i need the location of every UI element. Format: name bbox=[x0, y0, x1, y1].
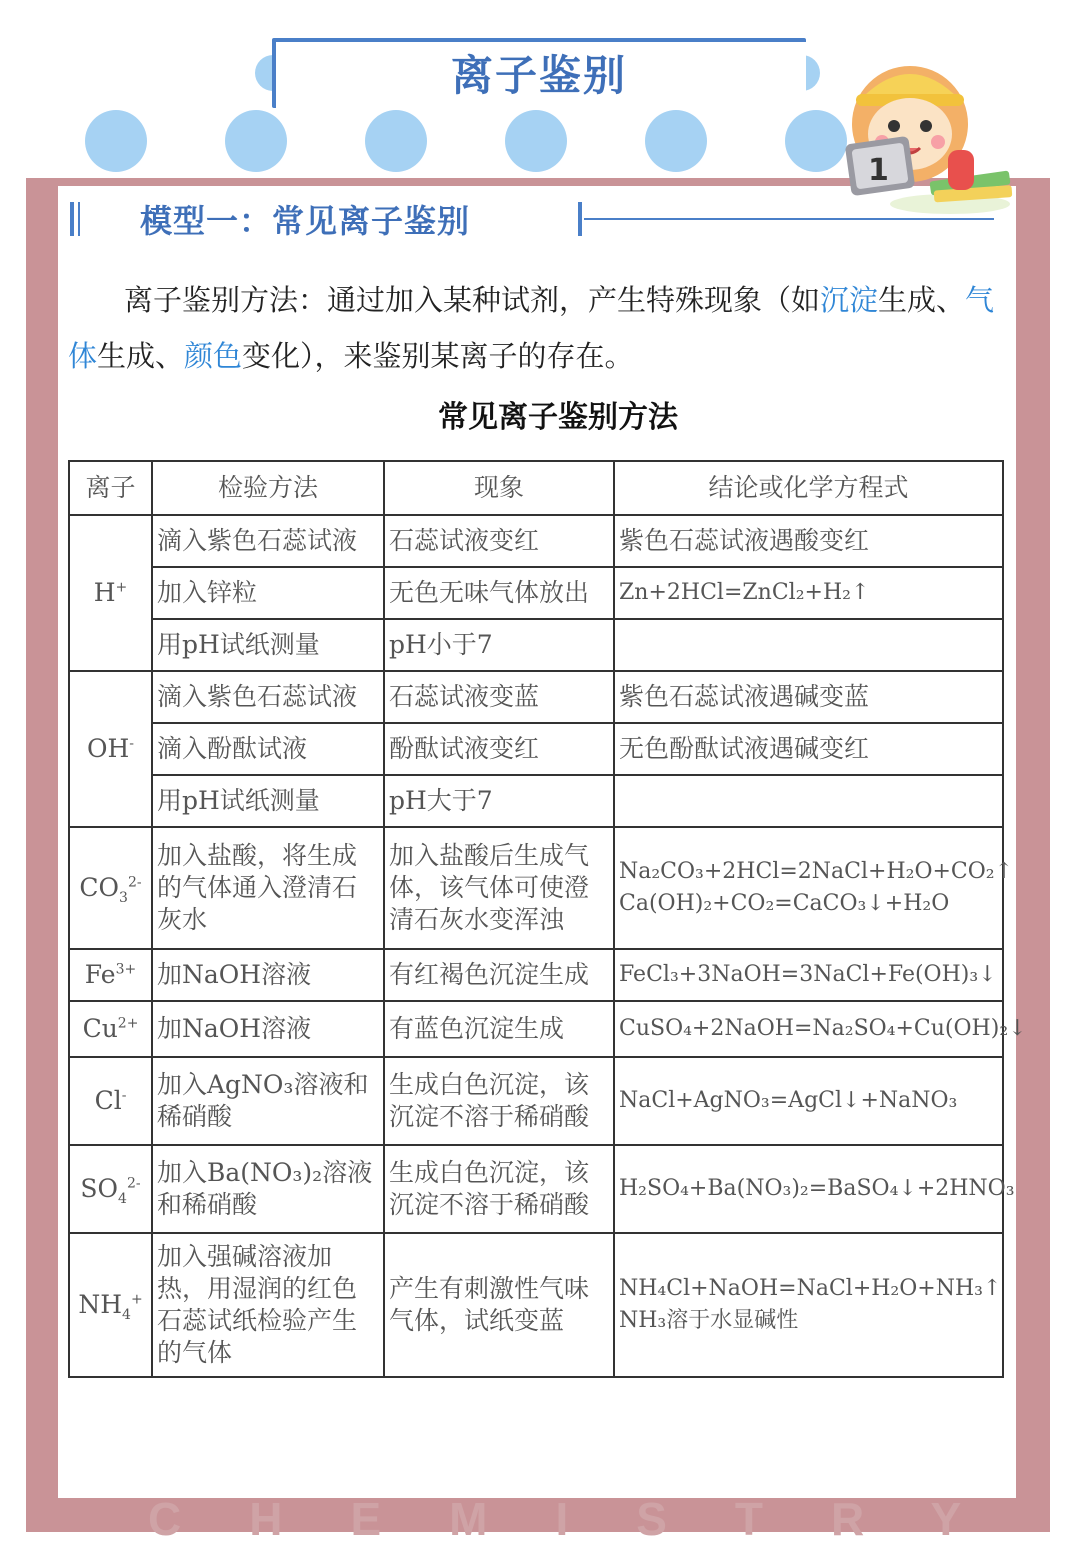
method-cell: 滴入紫色石蕊试液 bbox=[152, 671, 384, 723]
table-title: 常见离子鉴别方法 bbox=[438, 400, 678, 435]
section-divider bbox=[584, 218, 994, 220]
header-phenomenon: 现象 bbox=[384, 461, 614, 515]
equation-line: Na₂CO₃+2HCl=2NaCl+H₂O+CO₂↑ bbox=[619, 859, 1014, 884]
ion-cell: $Cu^{2+}$ bbox=[69, 1001, 152, 1057]
table-row bbox=[69, 827, 1003, 949]
equation-line: NH₃溶于水显碱性 bbox=[619, 1308, 799, 1333]
method-cell: 滴入酚酞试液 bbox=[152, 723, 384, 775]
decor-dot bbox=[645, 110, 707, 172]
phenomenon-cell: 生成白色沉淀，该沉淀不溶于稀硝酸 bbox=[384, 1145, 614, 1233]
table-row bbox=[69, 619, 1003, 671]
equation-line: NH₄Cl+NaOH=NaCl+H₂O+NH₃↑ bbox=[619, 1276, 1002, 1301]
table-row bbox=[69, 723, 1003, 775]
conclusion-cell bbox=[614, 775, 1003, 827]
table-row bbox=[69, 1233, 1003, 1377]
method-cell: 用pH试纸测量 bbox=[152, 619, 384, 671]
conclusion-cell: 紫色石蕊试液遇碱变蓝 bbox=[614, 671, 1003, 723]
method-cell: 加NaOH溶液 bbox=[152, 1001, 384, 1057]
mascot-number: 1 bbox=[868, 153, 889, 188]
intro-paragraph bbox=[68, 272, 998, 384]
conclusion-cell: CuSO₄+2NaOH=Na₂SO₄+Cu(OH)₂↓ bbox=[614, 1001, 1003, 1057]
intro-text: 生成、 bbox=[97, 339, 185, 373]
phenomenon-cell: 石蕊试液变红 bbox=[384, 515, 614, 567]
method-cell: 滴入紫色石蕊试液 bbox=[152, 515, 384, 567]
section-divider bbox=[578, 202, 582, 236]
method-cell: 加入强碱溶液加热，用湿润的红色石蕊试纸检验产生的气体 bbox=[152, 1233, 384, 1377]
method-cell: 用pH试纸测量 bbox=[152, 775, 384, 827]
method-cell: 加入盐酸，将生成的气体通入澄清石灰水 bbox=[152, 827, 384, 949]
decor-dot bbox=[365, 110, 427, 172]
table-row bbox=[69, 1057, 1003, 1145]
table-row bbox=[69, 949, 1003, 1001]
page-title: 离子鉴别 bbox=[450, 51, 627, 100]
phenomenon-cell: pH小于7 bbox=[384, 619, 614, 671]
method-cell: 加入AgNO₃溶液和稀硝酸 bbox=[152, 1057, 384, 1145]
equation-line: Ca(OH)₂+CO₂=CaCO₃↓+H₂O bbox=[619, 891, 950, 916]
table-row bbox=[69, 775, 1003, 827]
ion-cell: $SO_4^{2-}$ bbox=[69, 1145, 152, 1233]
table-row bbox=[69, 515, 1003, 567]
highlight-gas: 气体 bbox=[68, 283, 995, 373]
intro-text: 生成、 bbox=[878, 283, 966, 317]
decor-dot bbox=[505, 110, 567, 172]
highlight-color: 颜色 bbox=[184, 339, 243, 373]
conclusion-cell: FeCl₃+3NaOH=3NaCl+Fe(OH)₃↓ bbox=[614, 949, 1003, 1001]
conclusion-cell: Zn+2HCl=ZnCl₂+H₂↑ bbox=[614, 567, 1003, 619]
conclusion-cell: 无色酚酞试液遇碱变红 bbox=[614, 723, 1003, 775]
ion-cell: H+ bbox=[69, 515, 152, 671]
ion-cell: $NH_4^+$ bbox=[69, 1233, 152, 1377]
header-method: 检验方法 bbox=[152, 461, 384, 515]
ion-table bbox=[68, 460, 1027, 1378]
phenomenon-cell: pH大于7 bbox=[384, 775, 614, 827]
header-conclusion: 结论或化学方程式 bbox=[614, 461, 1003, 515]
ion-cell: OH- bbox=[69, 671, 152, 827]
ion-cell: $CO_3^{2-}$ bbox=[69, 827, 152, 949]
highlight-precipitate: 沉淀 bbox=[820, 283, 879, 317]
conclusion-cell bbox=[614, 827, 1014, 949]
phenomenon-cell: 生成白色沉淀，该沉淀不溶于稀硝酸 bbox=[384, 1057, 614, 1145]
ion-cell: Cl- bbox=[69, 1057, 152, 1145]
table-header-row bbox=[69, 461, 1003, 515]
method-cell: 加入Ba(NO₃)₂溶液和稀硝酸 bbox=[152, 1145, 384, 1233]
phenomenon-cell: 产生有刺激性气味气体，试纸变蓝 bbox=[384, 1233, 614, 1377]
section-bar bbox=[70, 202, 74, 236]
phenomenon-cell: 无色无味气体放出 bbox=[384, 567, 614, 619]
table-row bbox=[69, 671, 1003, 723]
conclusion-cell: 紫色石蕊试液遇酸变红 bbox=[614, 515, 1003, 567]
table-row bbox=[69, 1145, 1003, 1233]
section-title: 模型一：常见离子鉴别 bbox=[140, 202, 471, 240]
chemistry-watermark: CHEMISTRY bbox=[148, 1493, 1030, 1545]
method-cell: 加NaOH溶液 bbox=[152, 949, 384, 1001]
ion-cell: $Fe^{3+}$ bbox=[69, 949, 152, 1001]
intro-text: 离子鉴别方法：通过加入某种试剂，产生特殊现象（如 bbox=[124, 283, 821, 317]
table-row bbox=[69, 567, 1003, 619]
conclusion-cell bbox=[614, 1233, 1003, 1377]
header-ion: 离子 bbox=[69, 461, 152, 515]
monkey-mascot-icon bbox=[830, 54, 1020, 224]
decor-dot bbox=[225, 110, 287, 172]
decor-dot bbox=[85, 110, 147, 172]
phenomenon-cell: 加入盐酸后生成气体，该气体可使澄清石灰水变浑浊 bbox=[384, 827, 614, 949]
conclusion-cell bbox=[614, 619, 1003, 671]
conclusion-cell: NaCl+AgNO₃=AgCl↓+NaNO₃ bbox=[614, 1057, 1003, 1145]
section-bar bbox=[78, 202, 80, 236]
phenomenon-cell: 有红褐色沉淀生成 bbox=[384, 949, 614, 1001]
phenomenon-cell: 酚酞试液变红 bbox=[384, 723, 614, 775]
intro-text: 变化），来鉴别某离子的存在。 bbox=[242, 339, 634, 373]
method-cell: 加入锌粒 bbox=[152, 567, 384, 619]
phenomenon-cell: 有蓝色沉淀生成 bbox=[384, 1001, 614, 1057]
conclusion-cell: H₂SO₄+Ba(NO₃)₂=BaSO₄↓+2HNO₃ bbox=[614, 1145, 1003, 1233]
table-row bbox=[69, 1001, 1003, 1057]
phenomenon-cell: 石蕊试液变蓝 bbox=[384, 671, 614, 723]
